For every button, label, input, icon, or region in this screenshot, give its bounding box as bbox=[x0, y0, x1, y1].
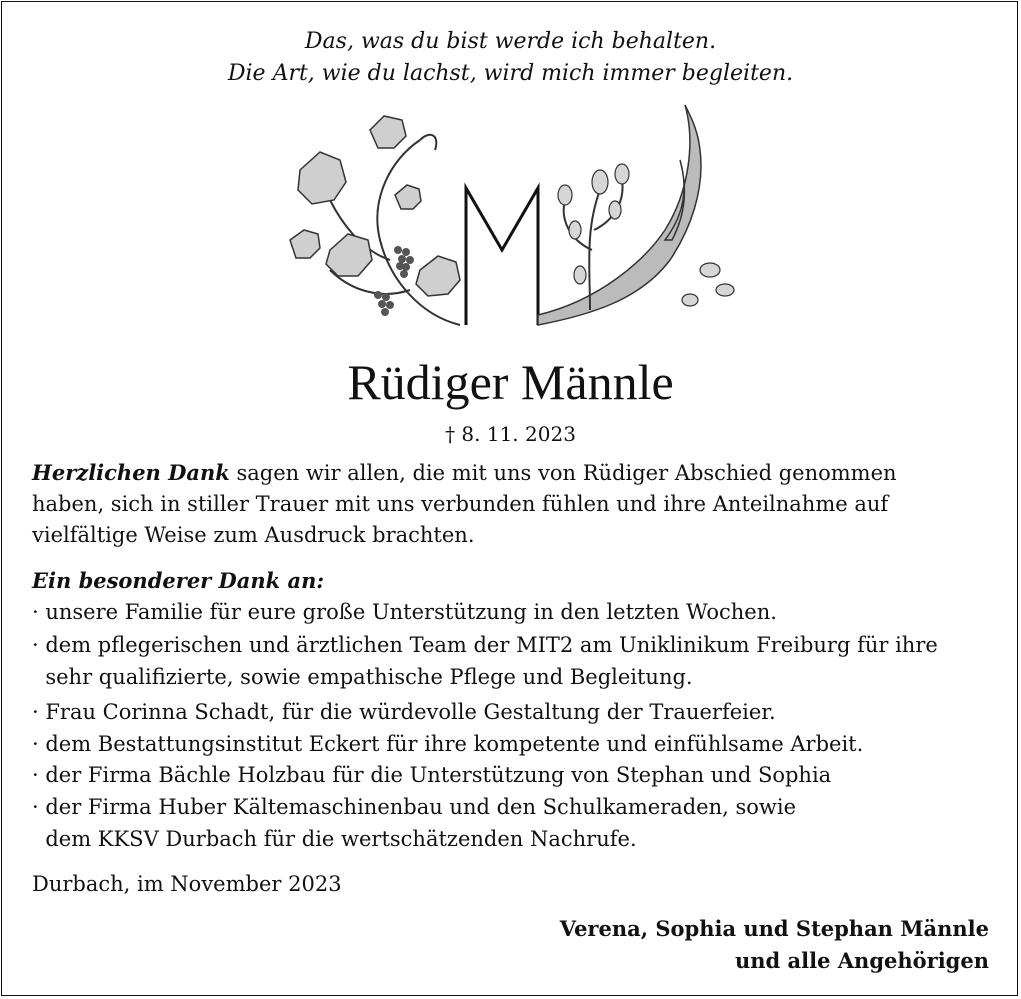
list-item: · unsere Familie für eure große Unterstützung in den letzten Wochen. bbox=[32, 600, 777, 624]
thanks-line-1-rest: sagen wir allen, die mit uns von Rüdiger Abschied genommen bbox=[229, 461, 897, 485]
list-item: · dem pflegerischen und ärztlichen Team der MIT2 am Uniklinikum Freiburg für ihre bbox=[32, 633, 938, 657]
deceased-name: Rüdiger Männle bbox=[347, 354, 674, 410]
thanks-line-1 bbox=[32, 458, 992, 488]
signature-line-2: und alle Angehörigen bbox=[735, 948, 989, 973]
list-item: · Frau Corinna Schadt, für die würdevolle Gestaltung der Trauerfeier. bbox=[32, 700, 776, 724]
list-item: sehr qualifizierte, sowie empathische Pflege und Begleitung. bbox=[32, 665, 693, 689]
place-date: Durbach, im November 2023 bbox=[32, 872, 342, 896]
thanks-line-3: vielfältige Weise zum Ausdruck brachten. bbox=[32, 523, 475, 547]
motto-line-1: Das, was du bist werde ich behalten. bbox=[304, 29, 717, 54]
vine-branch bbox=[330, 135, 460, 325]
special-heading: Ein besonderer Dank an: bbox=[32, 568, 325, 593]
list-item: · der Firma Bächle Holzbau für die Unterstützung von Stephan und Sophia bbox=[32, 763, 832, 787]
thanks-lead: Herzlichen Dank bbox=[32, 460, 230, 485]
motto-line-2: Die Art, wie du lachst, wird mich immer begleiten. bbox=[227, 61, 794, 86]
list-item: dem KKSV Durbach für die wertschätzenden Nachrufe. bbox=[32, 827, 637, 851]
death-date: † 8. 11. 2023 bbox=[445, 422, 576, 446]
vine-antler-m-icon bbox=[270, 100, 740, 335]
signature-line-1: Verena, Sophia und Stephan Männle bbox=[559, 916, 989, 941]
letter-m bbox=[466, 188, 538, 325]
list-item: · der Firma Huber Kältemaschinenbau und den Schulkameraden, sowie bbox=[32, 795, 797, 819]
list-item: · dem Bestattungsinstitut Eckert für ihre kompetente und einfühlsame Arbeit. bbox=[32, 732, 864, 756]
vine-leaves bbox=[290, 116, 460, 296]
thanks-line-2: haben, sich in stiller Trauer mit uns verbunden fühlen und ihre Anteilnahme auf bbox=[32, 492, 889, 516]
